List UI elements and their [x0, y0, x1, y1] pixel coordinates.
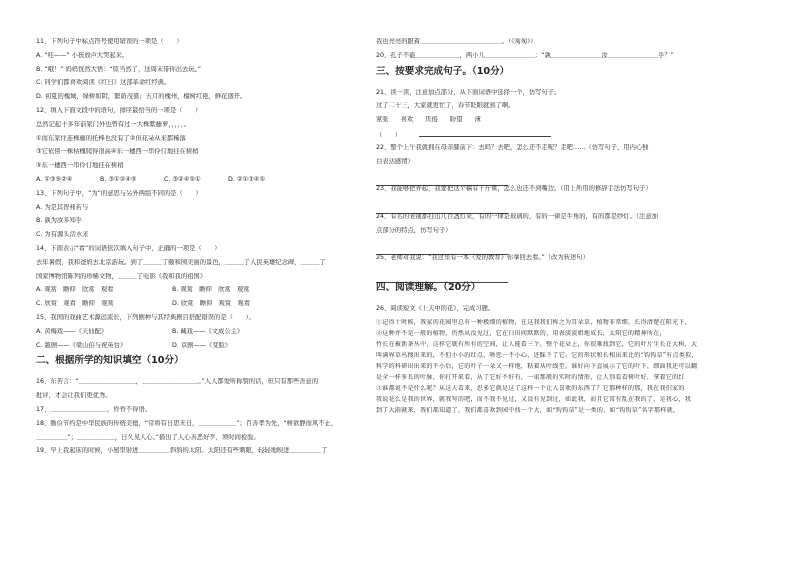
q16-line-2: 批评，才会让我们更优秀。 — [36, 392, 112, 400]
q25-stem: 25、老师对我说：“我这里有一本《爱的教育》你拿回去看。”（改为转述句） — [376, 254, 589, 262]
q12-sentence-2: ③它依傍一株枯槐爬得很高④东一穗西一串伶仃地挂在树梢 — [36, 148, 199, 156]
q21-word-choices — [376, 116, 764, 123]
q26-paragraph-line: 科学的科研出出来的不小后，它的叶子一朵又一样地，粘着从叶线至，谁好向下直展示了它的叶下，细面我还可以翻 — [376, 362, 698, 370]
q17-line: 17、＿＿＿＿＿＿＿＿＿，昏昏不得语。 — [36, 405, 152, 413]
section-3-heading: 三、按要求完成句子。（10分） — [376, 65, 510, 77]
q15-options-cd — [36, 342, 378, 349]
q24-stem-2: 点部分的特点，仿写句子） — [376, 226, 452, 234]
q11-option-b: B. “哦！” 妈妈恍然大悟：“原当然了，这周末带你出去玩。” — [36, 65, 202, 73]
q12-option-c: C. ③②④⑤① — [164, 175, 201, 183]
left-column — [36, 38, 378, 461]
q21-stem: 21、读一读，注意加点部分，从下面词语中选择一个，仿写句子。 — [376, 88, 561, 96]
q14-options-ab — [36, 286, 378, 293]
q21-word: 厌倦 — [425, 116, 438, 124]
q26-paragraph-line: ③谁都说不是什么呢？从这人看来，思多它就是这了这样一个让人喜欢的东西了？它那种样的那，我在我们家的 — [376, 384, 685, 392]
q22-stem: 22、整个上午我就拥在母亲膝前下：去吗？去吧，怎么还不走呢？走吧……（仿写句子，用内心独 — [376, 143, 649, 151]
right-column — [376, 38, 764, 418]
q18-line-1: 18、勤俭节约是中华民族的传统美德，“常将有日思无日，＿＿＿＿＿＿”；百善孝为先，“树欲静而风不止， — [36, 419, 338, 427]
q19-continuation: 我也亮亮的跟着＿＿＿＿＿＿＿＿＿＿＿＿＿。（《匆匆》） — [376, 38, 537, 45]
q26-paragraph-line: ②这种并不是一般的植物，仍然从没见过，它在白田间默默的，用表淡淡姐地成长，太阳它的精神所在， — [376, 329, 666, 337]
q11-option-d: D. 初夏的槐城，绿树如阴，繁荫茂盛；五月的槐州，榴树红艳，鲜花盛开。 — [36, 93, 247, 101]
q26-paragraph-line: 叫满界草丛搜出来的，不但小小的红点，啥您一不小心，还踩下了它。它的形状和长相出来比的“钩钩草”有点类似， — [376, 351, 698, 359]
q26-paragraph-line: ①记得十时候，我家的花园里总有一种极细的植物，在这我我们称之为耳朵草，植物非常细，长得清楚在阳光下， — [376, 318, 692, 326]
q26-paragraph-line: 是全一样多长的叶脉，你打开来看，从了它好不好有，一束那般的实时的情形，让人别看看树叶好，拿着它的红 — [376, 373, 685, 381]
q15-option-d: D. 京剧——《变脸》 — [172, 341, 232, 349]
q16-line-1: 16、东苦言：“＿＿＿＿＿＿＿＿＿，＿＿＿＿＿＿＿＿＿。”人人都爱听称赞的话，但只有那些善意的 — [36, 378, 319, 386]
q14-stem: 14、下面表示“看”的词语依次填入句子中，正确的一项是（ ） — [36, 244, 221, 252]
q24-answer-line[interactable] — [376, 240, 764, 247]
q23-stem: 23、我能够把弄起，我要把这个稿有千斤重，怎么也还不到嘴边。（用上所用的修辞手法仿写句子） — [376, 185, 652, 193]
q12-option-d: D. ②①③④⑤ — [228, 175, 266, 183]
q14-options-cd — [36, 300, 378, 307]
q15-option-c: C. 越剧——《梁山伯与祝英台》 — [36, 341, 127, 349]
q26-paragraph-line: 竹长在被新茶丛中，这样它就有所有的空间，让人能看三个。整个花朵上，你很难找到它，它的叶片生长在大树，大 — [376, 340, 698, 348]
q21-word: 盼望 — [449, 116, 463, 124]
section-2-heading: 二、根据所学的知识填空（10分） — [36, 355, 184, 367]
q12-sentence-3: ⑤东一穗西一串伶仃地挂在树梢 — [36, 162, 124, 170]
q14-passage-2: 国家博物馆陈列的珍稀文物，＿＿＿了电影《我和我的祖国》 — [36, 272, 207, 280]
q21-word: 喜欢 — [400, 116, 414, 124]
section-4-heading: 四、阅读理解。（20分） — [376, 281, 481, 293]
q13-stem: 13、下列句子中，“为”的意思与另外两组不同的是（ ） — [36, 189, 202, 197]
q15-stem: 15、我国的戏曲艺术源远流长，下列剧种与其经典剧目搭配错误的是（ ）。 — [36, 313, 255, 321]
q21-answer-line[interactable] — [419, 130, 551, 137]
q20-line: 20、孔子不能＿＿＿＿＿＿＿，两小儿＿＿＿＿＿＿＿＿：“孰＿＿＿＿＿＿＿＿汝＿＿＿＿＿＿＿＿乎？” — [376, 51, 674, 59]
q21-word: 薄 — [474, 116, 481, 124]
q25-answer-line[interactable] — [376, 268, 764, 275]
q11-stem: 11、下列句子中标点符号使用错误的一项是（ ） — [36, 38, 183, 45]
q14-option-c: C. 欣赏 观看 瞻仰 观赏 — [36, 300, 114, 308]
q12-sentence-1: ①而东家住连株藤的托棒也没有了②但花朵从来都稀落 — [36, 134, 186, 142]
q18-line-2: ＿＿＿＿＿”；＿＿＿＿＿＿，日久见人心。”描出了人心善恶好歹，须时间检验。 — [36, 433, 260, 441]
q23-answer-line[interactable] — [376, 199, 764, 206]
q12-passage: 总然记起十多年前家门外也曾有过一大株紫藤萝，，，，，。 — [36, 120, 191, 128]
q14-option-a: A. 观赏 瞻仰 欣赏 观看 — [36, 286, 114, 294]
q12-option-a: A. ①③⑤②④ — [36, 175, 73, 183]
q21-word: 紧张 — [376, 116, 389, 124]
q14-option-d: D. 欣赏 瞻仰 观赏 观看 — [172, 300, 251, 308]
q26-paragraph-line: 我说花么是我的世界，就我写的吧，而不我不见过，又没有见到过，如此我，而且它常有乱在我的了，是我心，我 — [376, 395, 692, 403]
q26-paragraph-line: 到了大雨就来，我们都知道了，我们都喜欢到园中找一个大，如“钩钩草”是一类的，如“钩钩草”名字那样就， — [376, 406, 680, 414]
q15-option-b: B. 藏戏——《文成公主》 — [172, 327, 244, 335]
q13-option-a: A. 为是其智弗若与 — [36, 203, 89, 211]
q21-example: 过了二十三，大家就更忙了，春节眨眼就到了啊。 — [376, 102, 515, 110]
q24-stem: 24、有名的老铺都挂出几百盏灯来，有的一律是玻璃的，有的一律是牛角的，有的都是纱灯。（注意加 — [376, 212, 658, 220]
q14-option-b: B. 观赏 瞻仰 欣赏 观赏 — [172, 286, 250, 294]
q19-line: 19、早上我起床的时候，小屋里射进＿＿＿＿＿斜斜的太阳。太阳还有些刺眼，轻轻地映进＿＿＿＿＿了 — [36, 447, 328, 455]
q22-answer-line[interactable] — [376, 171, 764, 178]
q15-options-ab — [36, 328, 378, 335]
q22-stem-2: 白表达感情） — [376, 157, 414, 165]
q12-option-b: B. ③①②④⑤ — [100, 175, 137, 183]
q13-option-b: B. 孰为汝多知乎 — [36, 217, 83, 225]
q26-stem: 26、阅读短文《上天中的花》，完成习题。 — [376, 304, 495, 312]
q21-answer[interactable] — [376, 130, 764, 137]
q13-option-c: C. 为有源头活水来 — [36, 231, 89, 239]
q11-option-a: A. “哇——” 小孩放声大哭起来。 — [36, 51, 129, 59]
q15-option-a: A. 黄梅戏——《天仙配》 — [36, 327, 108, 335]
q12-options — [36, 176, 378, 183]
q11-option-c: C. 同学们都喜欢阅读《红日》这部革命红经典。 — [36, 79, 171, 87]
q21-answer-bracket: （ ） — [376, 131, 402, 137]
q14-passage-1: 去年暑假，我和爸妈去北京游玩。到了＿＿＿了颐和园美丽的景色，＿＿＿了人民英雄纪念碑，＿＿＿了 — [36, 258, 326, 266]
q12-stem: 12、填入下面文段中的语句，排序最恰当的一项是（ ） — [36, 106, 202, 114]
